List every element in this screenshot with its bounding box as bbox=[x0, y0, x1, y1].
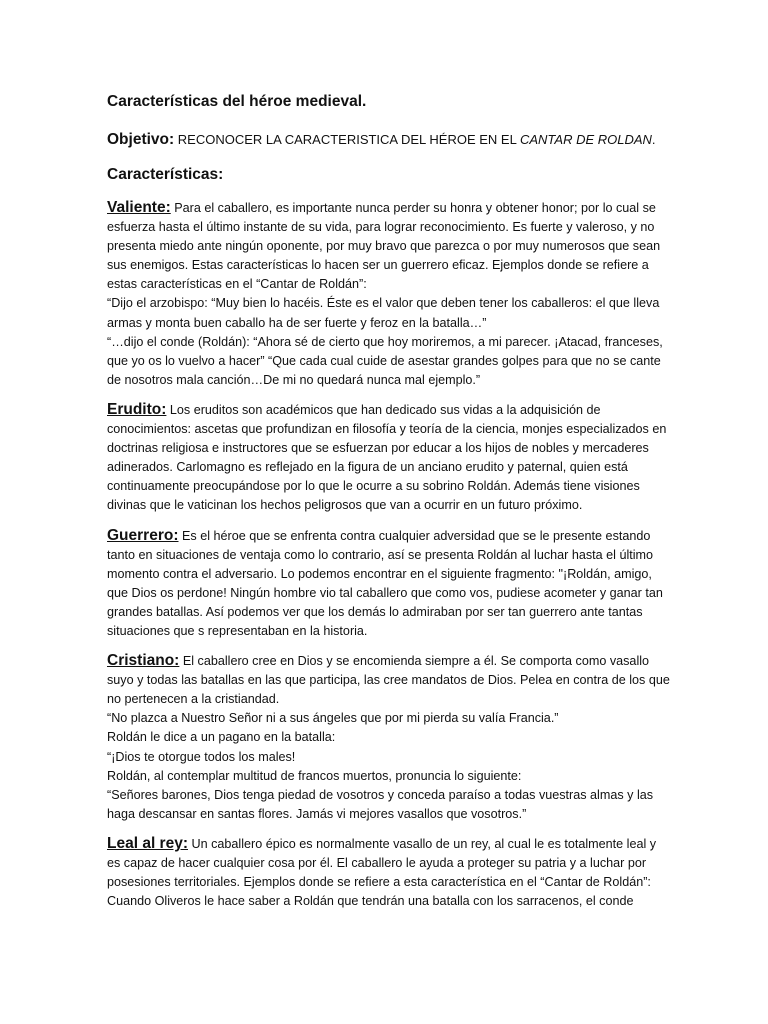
section-label: Valiente: bbox=[107, 199, 171, 216]
section-line: Roldán, al contemplar multitud de francos muertos, pronuncia lo siguiente: bbox=[107, 768, 522, 783]
section-quote: “…dijo el conde (Roldán): “Ahora sé de cierto que hoy moriremos, a mi parecer. ¡Atacad, franceses, que yo os lo vuelvo a hacer” “Que cada cual cuide de asestar grandes golpes para que no se cante de nosotros mala canción…De mi no quedará nunca mal ejemplo.” bbox=[107, 334, 663, 387]
section-text: Para el caballero, es importante nunca perder su honra y obtener honor; por lo cual se esfuerza hasta el último instante de su vida, para lograr reconocimiento. Es fuerte y valeroso, y no presenta miedo ante ningún oponente, por muy bravo que parezca o por muy numerosos que sean sus enemigos. Estas características lo hacen ser un guerrero eficaz. Ejemplos donde se refiere a estas características en el “Cantar de Roldán”: bbox=[107, 201, 661, 292]
section-line: Cuando Oliveros le hace saber a Roldán que tendrán una batalla con los sarracenos, el conde bbox=[107, 894, 634, 909]
objective-text: RECONOCER LA CARACTERISTICA DEL HÉROE EN EL bbox=[174, 132, 520, 147]
section-label: Cristiano: bbox=[107, 652, 180, 670]
objective-work-title: CANTAR DE ROLDAN bbox=[519, 132, 652, 147]
section-paragraph bbox=[107, 834, 670, 892]
section-text: Un caballero épico es normalmente vasallo de un rey, al cual le es totalmente leal y es capaz de hacer cualquier cosa por él. El caballero le ayuda a proteger su patria y a luchar por posesiones territoriales. Ejemplos donde se refiere a esta característica en el “Cantar de Roldán”: bbox=[107, 836, 657, 890]
document-title: Características del héroe medieval. bbox=[107, 93, 367, 110]
section-label: Leal al rey: bbox=[107, 834, 188, 852]
section-guerrero bbox=[107, 526, 670, 642]
section-paragraph bbox=[107, 526, 670, 642]
section-text: Es el héroe que se enfrenta contra cualquier adversidad que se le presente estando tanto en situaciones de ventaja como lo contrario, así se presenta Roldán al luchar hasta el último momento contra el adversario. Lo podemos encontrar en el siguiente fragmento: "¡Roldán, amigo, que Dios os perdone! Ningún hombre vio tal caballero que como vos, pudiese acometer y ganar tan grandes batallas. Así podemos ver que los demás lo admiraban por ser tan guerrero ante tantas situaciones que s representaban en la historia. bbox=[107, 528, 663, 638]
objective-line bbox=[107, 130, 670, 150]
section-text: Los eruditos son académicos que han dedicado sus vidas a la adquisición de conocimientos: ascetas que profundizan en filosofía y teoría de la ciencia, monjes especializados en doctrinas religiosa e instructores que se esfuerzan por educar a los hijos de nobles y mercaderes adinerados. Carlomagno es reflejado en la figura de un anciano erudito y paternal, quien está continuamente preocupándose por lo que le ocurre a su sobrino Roldán. Además tiene visiones divinas que le vaticinan los hechos peligrosos que van a ocurrir en un futuro próximo. bbox=[107, 402, 667, 513]
section-line: Roldán le dice a un pagano en la batalla: bbox=[107, 730, 336, 745]
section-paragraph bbox=[107, 651, 670, 709]
objective-end: . bbox=[651, 132, 656, 147]
section-text: El caballero cree en Dios y se encomienda siempre a él. Se comporta como vasallo suyo y todas las batallas en las que participa, las cree mandatos de Dios. Pelea en contra de los que no pertenecen a la cristiandad. bbox=[107, 654, 670, 707]
section-label: Guerrero: bbox=[107, 526, 179, 544]
characteristics-heading: Características: bbox=[107, 166, 224, 183]
objective-label: Objetivo: bbox=[107, 131, 175, 148]
section-quote: “Dijo el arzobispo: “Muy bien lo hacéis. Éste es el valor que deben tener los caballeros: el que lleva armas y monta buen caballo ha de ser fuerte y feroz en la batalla…” bbox=[107, 296, 660, 330]
section-paragraph bbox=[107, 400, 670, 516]
section-valiente bbox=[107, 198, 670, 390]
section-quote: “Señores barones, Dios tenga piedad de vosotros y conceda paraíso a todas vuestras almas y las haga descansar en santas flores. Jamás vi mejores vasallos que vosotros.” bbox=[107, 787, 654, 821]
section-leal-al-rey bbox=[107, 834, 670, 911]
section-quote: “¡Dios te otorgue todos los males! bbox=[107, 749, 296, 764]
section-quote: “No plazca a Nuestro Señor ni a sus ángeles que por mi pierda su valía Francia.” bbox=[107, 711, 559, 726]
section-label: Erudito: bbox=[107, 400, 167, 418]
section-erudito bbox=[107, 400, 670, 516]
section-cristiano bbox=[107, 651, 670, 824]
section-paragraph bbox=[107, 198, 670, 294]
